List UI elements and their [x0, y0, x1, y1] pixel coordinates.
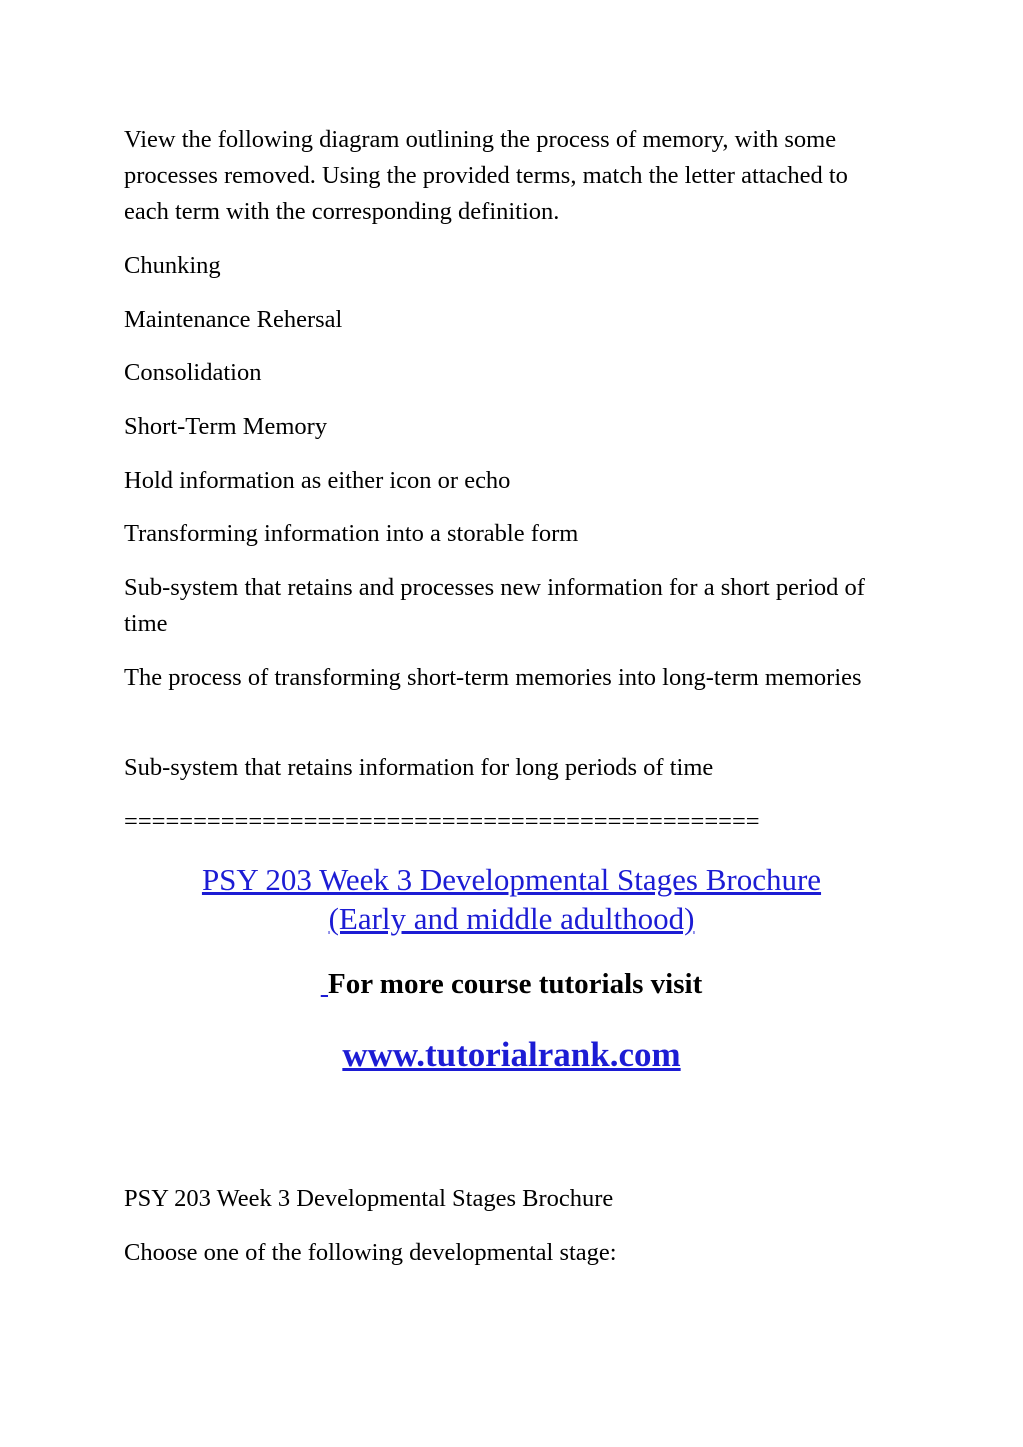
- website-link[interactable]: www.tutorialrank.com: [342, 1035, 681, 1074]
- definition-encoding: Transforming information into a storable form: [124, 520, 579, 547]
- visit-heading: [0, 966, 1023, 1002]
- website-link-container: [0, 1033, 1023, 1077]
- term-maintenance-rehersal: Maintenance Rehersal: [124, 306, 343, 333]
- term-short-term-memory: Short-Term Memory: [124, 413, 328, 440]
- term-chunking: Chunking: [124, 252, 221, 279]
- definition-short-term: Sub-system that retains and processes new information for a short period of time: [124, 574, 865, 637]
- definition-long-term: Sub-system that retains information for long periods of time: [124, 754, 714, 781]
- visit-anchor[interactable]: [321, 968, 328, 1000]
- intro-paragraph: View the following diagram outlining the process of memory, with some processes removed. Using the provided terms, match the letter attached to each term with the corresponding definition.: [124, 126, 848, 225]
- definition-sensory: Hold information as either icon or echo: [124, 467, 511, 494]
- separator-line: ==============================================: [124, 808, 760, 835]
- section-prompt: Choose one of the following developmental stage:: [124, 1239, 617, 1266]
- definition-consolidation: The process of transforming short-term memories into long-term memories: [124, 664, 862, 691]
- course-title-link[interactable]: [0, 860, 1023, 938]
- visit-text: For more course tutorials visit: [328, 968, 703, 1000]
- course-title-line-1[interactable]: PSY 203 Week 3 Developmental Stages Brochure: [201, 862, 822, 897]
- term-consolidation: Consolidation: [124, 359, 262, 386]
- course-title-line-2[interactable]: (Early and middle adulthood): [328, 901, 695, 936]
- section-title: PSY 203 Week 3 Developmental Stages Brochure: [124, 1185, 614, 1212]
